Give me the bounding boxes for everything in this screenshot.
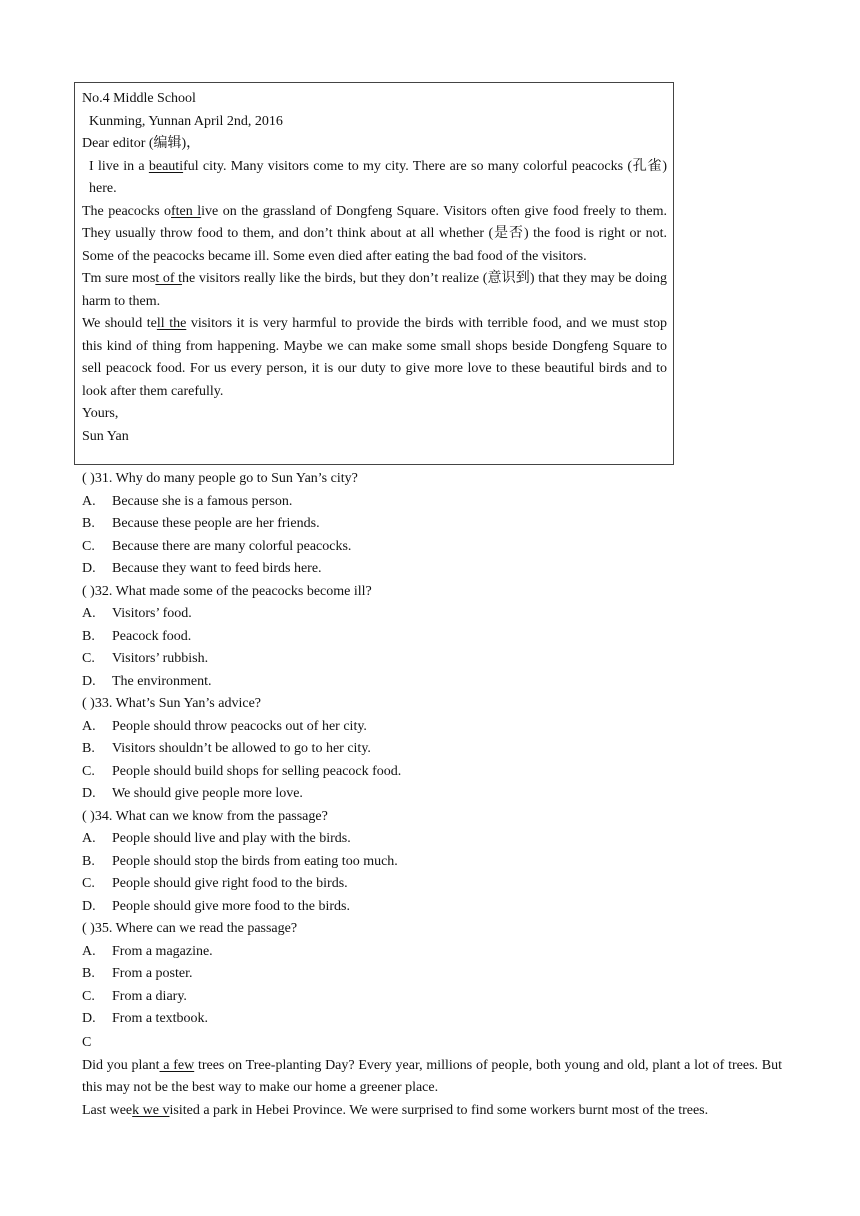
letter-paragraph-2: The peacocks often live on the grassland of Dongfeng Square. Visitors often give food freely to them. They usually throw food to them, and don’t think about at all whether (是否) the food is right or not. Some of the peacocks became ill. Some even died after eating the bad food of the visitors. (82, 203, 667, 264)
letter-paragraph-4: We should tell the visitors it is very harmful to provide the birds with terrible food, and we must stop this kind of thing from happening. Maybe we can make some small shops beside Dongfeng Square to sell peacock food. For us every person, it is our duty to give more love to these beautiful birds and to look after them carefully. (82, 316, 667, 399)
letter-paragraph-3: Tm sure most of the visitors really like the birds, but they don’t realize (意识到) that they may be doing harm to them. (82, 271, 667, 309)
option-d: D. We should give people more love. (82, 786, 303, 801)
option-a: A. From a magazine. (82, 943, 213, 959)
option-b: B. From a poster. (82, 966, 193, 981)
school-name: No.4 Middle School (82, 91, 196, 106)
question-stem: ( )32. What made some of the peacocks become ill? (82, 583, 372, 599)
passage-heading: C (82, 1035, 92, 1050)
question-33 (82, 693, 792, 806)
option-a: A. People should live and play with the birds. (82, 831, 351, 846)
question-stem: ( )34. What can we know from the passage? (82, 808, 328, 824)
option-d: D. People should give more food to the birds. (82, 898, 350, 914)
place-date: Kunming, Yunnan April 2nd, 2016 (89, 113, 283, 129)
option-c: C. People should give right food to the birds. (82, 876, 348, 891)
option-d: D. Because they want to feed birds here. (82, 561, 322, 576)
option-c: C. People should build shops for selling peacock food. (82, 763, 402, 779)
passage-paragraph-2: Last week we visited a park in Hebei Province. We were surprised to find some workers burnt most of the trees. (82, 1102, 709, 1118)
underlined-text: t of t (155, 271, 183, 286)
option-c: C. Visitors’ rubbish. (82, 651, 209, 666)
passage-paragraph-1: Did you plant a few trees on Tree-planting Day? Every year, millions of people, both young and old, plant a lot of trees. But this may not be the best way to make our home a greener place. (82, 1057, 782, 1095)
passage-c (82, 1032, 782, 1122)
underlined-text: beauti (148, 158, 184, 174)
option-d: D. The environment. (82, 673, 212, 689)
question-35 (82, 918, 792, 1031)
questions-section (82, 468, 792, 1031)
option-b: B. Because these people are her friends. (82, 516, 320, 531)
question-stem: ( )35. Where can we read the passage? (82, 921, 298, 936)
option-a: A. Because she is a famous person. (82, 493, 293, 509)
option-b: B. Visitors shouldn’t be allowed to go to her city. (82, 741, 371, 756)
closing: Yours, (82, 406, 119, 421)
letter-paragraph-1: I live in a beautiful city. Many visitors come to my city. There are so many colorful peacocks (孔雀) here. (89, 158, 667, 196)
option-d: D. From a textbook. (82, 1011, 209, 1026)
option-c: C. Because there are many colorful peacocks. (82, 538, 352, 554)
question-34 (82, 806, 792, 919)
question-32 (82, 581, 792, 694)
underlined-text: k we v (132, 1102, 170, 1118)
option-b: B. Peacock food. (82, 628, 192, 644)
greeting: Dear editor (编辑)， (82, 136, 201, 151)
option-c: C. From a diary. (82, 988, 187, 1004)
underlined-text: ll the (156, 316, 187, 331)
underlined-text: ften l (171, 203, 202, 219)
signature: Sun Yan (82, 428, 129, 444)
option-a: A. People should throw peacocks out of her city. (82, 718, 367, 734)
letter-box (74, 82, 674, 465)
option-b: B. People should stop the birds from eating too much. (82, 853, 398, 869)
question-stem: ( )33. What’s Sun Yan’s advice? (82, 696, 261, 711)
underlined-text: a few (159, 1057, 195, 1073)
option-a: A. Visitors’ food. (82, 606, 192, 621)
question-31 (82, 468, 792, 581)
question-stem: ( )31. Why do many people go to Sun Yan’s city? (82, 471, 358, 486)
